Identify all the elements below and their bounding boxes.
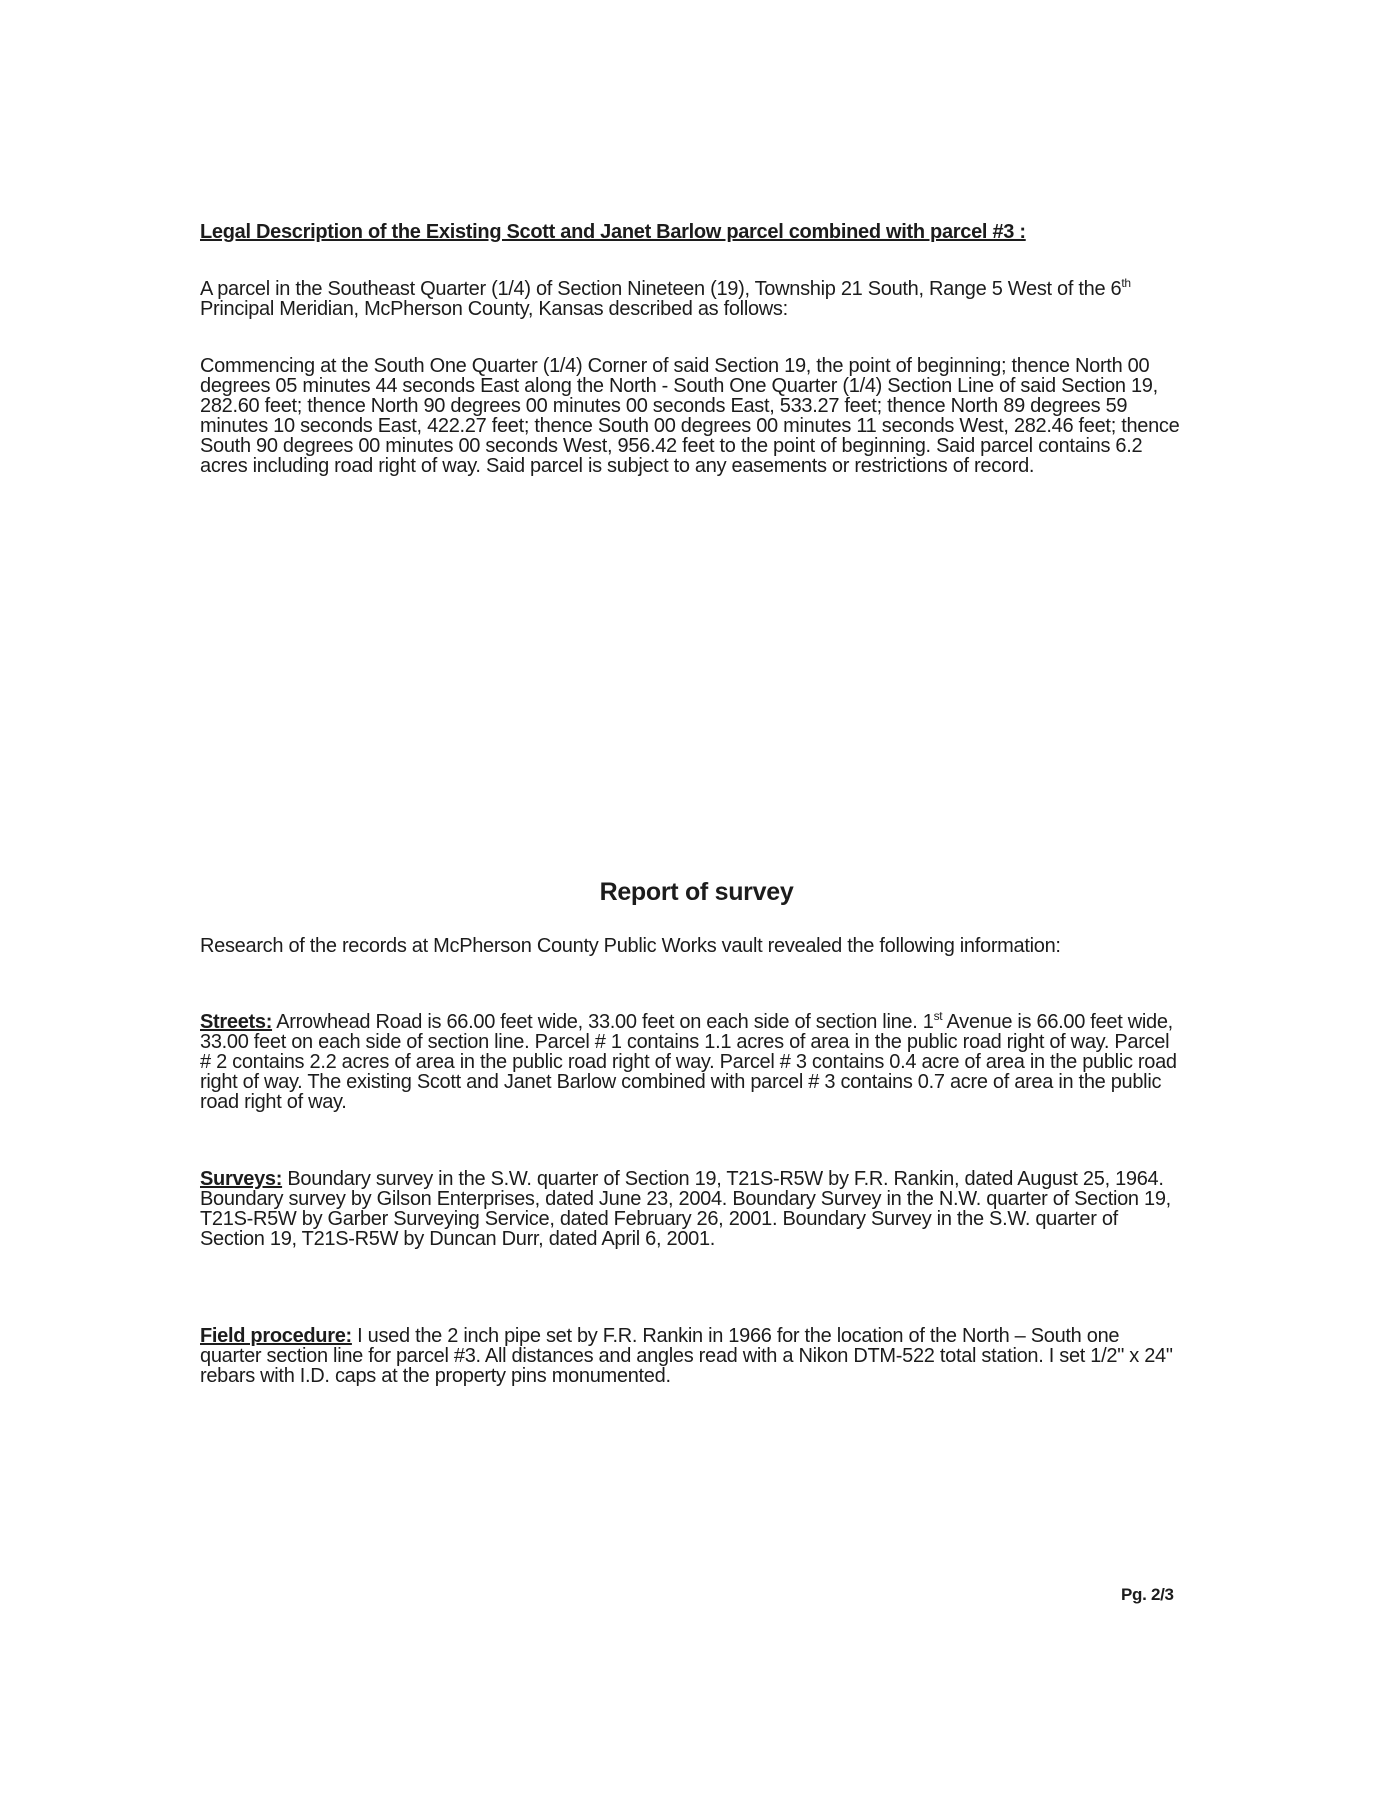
surveys-text: Boundary survey in the S.W. quarter of Section 19, T21S-R5W by F.R. Rankin, dated August 25, 1964. Boundary survey by Gilson Enterprises, dated June 23, 2004. Boundary Survey in the N.W. quarter of Section 19, T21S-R5W by Garber Surveying Service, dated February 26, 2001. Boundary Survey in the S.W. quarter of Section 19, T21S-R5W by Duncan Durr, dated April 6, 2001. <box>200 1168 1171 1250</box>
surveys-paragraph <box>200 1169 1185 1249</box>
streets-paragraph <box>200 1009 1185 1113</box>
streets-text-part2: Avenue is 66.00 feet wide, 33.00 feet on each side of section line. Parcel # 1 contains 1.1 acres of area in the public road right of way. Parcel # 2 contains 2.2 acres of area in the public road right of way. Parcel # 3 contains 0.4 acre of area in the public road right of way. The existing Scott and Janet Barlow combined with parcel # 3 contains 0.7 acre of area in the public road right of way. <box>200 1011 1177 1113</box>
streets-superscript: st <box>933 1009 943 1023</box>
legal-intro-superscript: th <box>1121 276 1131 290</box>
legal-intro-part1: A parcel in the Southeast Quarter (1/4) of Section Nineteen (19), Township 21 South, Range 5 West of the 6 <box>200 278 1122 300</box>
field-procedure-text: I used the 2 inch pipe set by F.R. Rankin in 1966 for the location of the North – South one quarter section line for parcel #3. All distances and angles read with a Nikon DTM-522 total station. I set 1/2" x 24" rebars with I.D. caps at the property pins monumented. <box>200 1325 1173 1387</box>
legal-description-title: Legal Description of the Existing Scott and Janet Barlow parcel combined with parcel #3 : <box>200 221 1026 243</box>
field-procedure-paragraph <box>200 1326 1185 1386</box>
research-paragraph: Research of the records at McPherson County Public Works vault revealed the following information: <box>200 935 1061 957</box>
streets-label: Streets: <box>200 1011 273 1033</box>
legal-description-body: Commencing at the South One Quarter (1/4) Corner of said Section 19, the point of beginning; thence North 00 degrees 05 minutes 44 seconds East along the North - South One Quarter (1/4) Section Line of said Section 19, 282.60 feet; thence North 90 degrees 00 minutes 00 seconds East, 533.27 feet; thence North 89 degrees 59 minutes 10 seconds East, 422.27 feet; thence South 00 degrees 00 minutes 11 seconds West, 282.46 feet; thence South 90 degrees 00 minutes 00 seconds West, 956.42 feet to the point of beginning. Said parcel contains 6.2 acres including road right of way. Said parcel is subject to any easements or restrictions of record. <box>200 355 1180 477</box>
page-number: Pg. 2/3 <box>1121 1585 1174 1604</box>
legal-intro-part2: Principal Meridian, McPherson County, Kansas described as follows: <box>200 298 788 320</box>
streets-text-part1: Arrowhead Road is 66.00 feet wide, 33.00 feet on each side of section line. 1 <box>272 1011 934 1033</box>
surveys-label: Surveys: <box>200 1168 283 1190</box>
report-title: Report of survey <box>599 878 794 906</box>
legal-description-intro <box>200 276 1185 320</box>
field-procedure-label: Field procedure: <box>200 1325 352 1347</box>
